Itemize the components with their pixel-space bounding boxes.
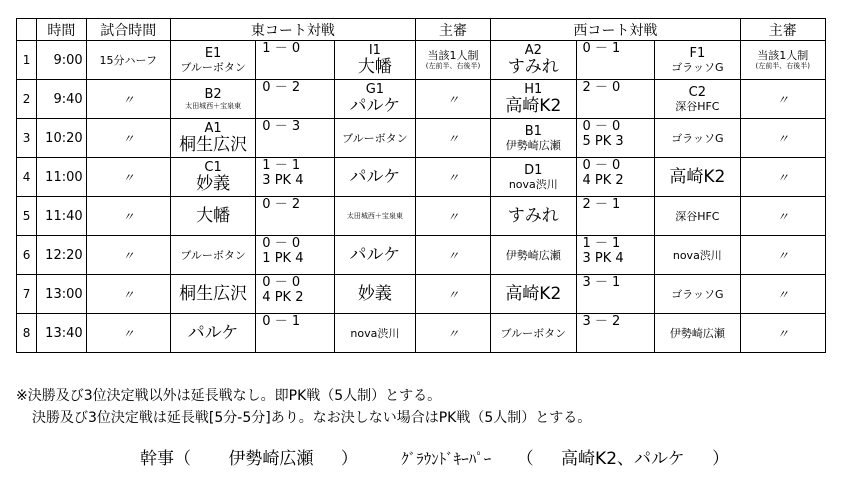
referee-note: (左前半、右後半) — [425, 62, 481, 70]
team-name: 深谷HFC — [675, 209, 720, 223]
team-name: 高崎K2 — [669, 166, 726, 187]
team-name: 妙義 — [357, 283, 392, 304]
score: 0 － 2 — [262, 197, 301, 212]
referee: 〃 — [776, 287, 789, 302]
kickoff-time: 13:00 — [37, 275, 86, 314]
referee: 〃 — [776, 248, 789, 263]
team-name: ブルーボタン — [342, 131, 408, 145]
west-w-away-cell — [655, 275, 740, 314]
score: 2 － 0 — [582, 80, 621, 95]
east-score-cell — [256, 275, 335, 314]
team-name: パルケ — [187, 322, 239, 343]
pk-score: 3 PK 4 — [262, 173, 304, 188]
east-referee-cell — [415, 236, 490, 275]
team-name: 桐生広沢 — [179, 135, 248, 155]
west-w-home-cell — [491, 119, 576, 158]
kickoff-time: 11:40 — [37, 197, 86, 236]
header-number — [17, 19, 37, 41]
team-name: ゴラッソG — [671, 287, 724, 301]
team-name: パルケ — [349, 166, 401, 187]
team-name: 深谷HFC — [675, 100, 720, 113]
kickoff-time: 9:00 — [37, 41, 86, 80]
organizer-label: 幹事（ — [140, 449, 191, 469]
score: 3 － 1 — [582, 275, 621, 290]
west-w-home-cell — [491, 158, 576, 197]
west-w-home-cell — [491, 275, 576, 314]
west-score-cell — [576, 41, 655, 80]
west-w-away-cell — [655, 119, 740, 158]
team-code: B1 — [524, 124, 542, 139]
team-name: ゴラッソG — [671, 61, 724, 74]
header-west-referee: 主審 — [740, 19, 825, 41]
keeper-close: ） — [712, 449, 730, 469]
match-format: 〃 — [86, 80, 170, 119]
kickoff-time: 12:20 — [37, 236, 86, 275]
team-name: 大幡 — [196, 205, 231, 226]
referee: 〃 — [446, 131, 459, 146]
east-referee-cell — [415, 80, 490, 119]
east-e-away-cell — [334, 197, 415, 236]
kickoff-time: 10:20 — [37, 119, 86, 158]
east-e-home-cell — [170, 119, 255, 158]
note-line-2: 決勝及び3位決定戦は延長戦[5分-5分]あり。なお決しない場合はPK戦（5人制）とする。 — [32, 410, 592, 426]
west-referee-cell — [740, 158, 825, 197]
east-e-away-cell — [334, 314, 415, 353]
east-referee-cell — [415, 197, 490, 236]
score: 1 － 1 — [582, 236, 621, 251]
team-name: パルケ — [349, 244, 401, 265]
note-line-1: ※決勝及び3位決定戦以外は延長戦なし。即PK戦（5人制）とする。 — [16, 388, 442, 404]
referee: 〃 — [446, 248, 459, 263]
team-code: I1 — [368, 43, 381, 58]
row-number: 7 — [17, 275, 37, 314]
team-code: C2 — [688, 85, 707, 100]
west-score-cell — [576, 80, 655, 119]
match-format: 〃 — [86, 197, 170, 236]
referee: 〃 — [776, 170, 789, 185]
row-number: 4 — [17, 158, 37, 197]
east-score-cell — [256, 119, 335, 158]
west-w-away-cell — [655, 236, 740, 275]
east-referee-cell — [415, 314, 490, 353]
east-e-away-cell — [334, 119, 415, 158]
row-number: 3 — [17, 119, 37, 158]
table-row — [17, 314, 826, 353]
organizer-team: 伊勢崎広瀬 — [228, 449, 314, 469]
referee: 〃 — [446, 209, 459, 224]
east-e-home-cell — [170, 314, 255, 353]
east-score-cell — [256, 80, 335, 119]
east-e-away-cell — [334, 275, 415, 314]
team-name: 大幡 — [357, 57, 392, 77]
referee-note: (左前半、右後半) — [755, 62, 810, 70]
header-east-court: 東コート対戦 — [170, 19, 415, 41]
team-name: nova渋川 — [672, 248, 722, 262]
east-score-cell — [256, 158, 335, 197]
team-code: D1 — [524, 163, 543, 178]
west-w-away-cell — [655, 41, 740, 80]
west-w-home-cell — [491, 80, 576, 119]
west-score-cell — [576, 158, 655, 197]
score: 0 － 0 — [582, 119, 621, 134]
team-code: H1 — [524, 82, 543, 97]
west-score-cell — [576, 275, 655, 314]
row-number: 2 — [17, 80, 37, 119]
team-code: G1 — [365, 82, 385, 97]
score: 0 － 3 — [262, 119, 301, 134]
team-name: すみれ — [507, 205, 559, 226]
team-name: 桐生広沢 — [179, 283, 248, 304]
west-referee-cell — [740, 275, 825, 314]
pk-score: 3 PK 4 — [582, 251, 624, 266]
table-row — [17, 41, 826, 80]
team-name: nova渋川 — [508, 178, 558, 191]
team-code: F1 — [689, 46, 706, 61]
west-score-cell — [576, 314, 655, 353]
kickoff-time: 13:40 — [37, 314, 86, 353]
score: 0 － 1 — [262, 314, 301, 329]
team-code: A2 — [524, 43, 542, 58]
team-name: 伊勢崎広瀬 — [505, 139, 561, 152]
east-e-home-cell — [170, 197, 255, 236]
score: 0 － 1 — [582, 41, 621, 56]
west-score-cell — [576, 119, 655, 158]
east-e-away-cell — [334, 41, 415, 80]
staff-line — [140, 444, 729, 469]
pk-score: 1 PK 4 — [262, 251, 304, 266]
team-name: ゴラッソG — [671, 131, 724, 145]
referee: 当該1人制 — [427, 49, 479, 62]
schedule-table — [16, 18, 826, 353]
match-format: 〃 — [86, 314, 170, 353]
east-e-home-cell — [170, 275, 255, 314]
team-name: ブルーボタン — [500, 326, 567, 340]
west-score-cell — [576, 197, 655, 236]
team-name: ブルーボタン — [180, 248, 246, 262]
west-w-home-cell — [491, 197, 576, 236]
referee: 〃 — [776, 92, 789, 107]
team-name: 高崎K2 — [505, 283, 562, 304]
score: 0 － 0 — [262, 275, 301, 290]
west-w-away-cell — [655, 314, 740, 353]
score: 2 － 1 — [582, 197, 621, 212]
table-row — [17, 236, 826, 275]
score: 0 － 0 — [262, 236, 301, 251]
table-row — [17, 80, 826, 119]
east-referee-cell — [415, 119, 490, 158]
west-w-away-cell — [655, 158, 740, 197]
match-format: 〃 — [86, 275, 170, 314]
east-score-cell — [256, 197, 335, 236]
score: 3 － 2 — [582, 314, 621, 329]
team-name: すみれ — [507, 57, 559, 77]
organizer-close: ） — [340, 449, 358, 469]
header-match-time: 試合時間 — [86, 19, 170, 41]
east-e-away-cell — [334, 236, 415, 275]
header-row — [17, 19, 826, 41]
referee: 〃 — [776, 209, 789, 224]
west-w-home-cell — [491, 41, 576, 80]
team-name: パルケ — [349, 96, 401, 116]
east-score-cell — [256, 314, 335, 353]
west-referee-cell — [740, 119, 825, 158]
east-e-home-cell — [170, 41, 255, 80]
table-row — [17, 275, 826, 314]
team-name: 太田城西＋宝泉東 — [346, 211, 403, 220]
match-format: 〃 — [86, 236, 170, 275]
score: 0 － 0 — [582, 158, 621, 173]
referee: 〃 — [446, 287, 459, 302]
team-name: 太田城西＋宝泉東 — [185, 102, 242, 110]
east-referee-cell — [415, 158, 490, 197]
west-referee-cell — [740, 236, 825, 275]
west-w-home-cell — [491, 236, 576, 275]
score: 0 － 2 — [262, 80, 301, 95]
east-e-away-cell — [334, 158, 415, 197]
west-w-home-cell — [491, 314, 576, 353]
header-time: 時間 — [37, 19, 86, 41]
west-referee-cell — [740, 197, 825, 236]
east-score-cell — [256, 41, 335, 80]
referee: 〃 — [446, 326, 459, 341]
referee: 〃 — [776, 131, 789, 146]
team-name: 伊勢崎広瀬 — [505, 248, 561, 262]
kickoff-time: 9:40 — [37, 80, 86, 119]
table-row — [17, 158, 826, 197]
match-format: 〃 — [86, 119, 170, 158]
west-referee-cell — [740, 314, 825, 353]
match-format: 〃 — [86, 158, 170, 197]
score: 1 － 0 — [262, 41, 301, 56]
team-name: 伊勢崎広瀬 — [669, 326, 725, 340]
row-number: 8 — [17, 314, 37, 353]
west-referee-cell — [740, 41, 825, 80]
table-row — [17, 119, 826, 158]
referee: 〃 — [446, 170, 459, 185]
pk-score: 4 PK 2 — [582, 173, 624, 188]
team-code: E1 — [204, 46, 222, 61]
east-e-home-cell — [170, 158, 255, 197]
referee: 〃 — [776, 326, 789, 341]
team-name: 高崎K2 — [505, 96, 562, 116]
east-e-home-cell — [170, 236, 255, 275]
kickoff-time: 11:00 — [37, 158, 86, 197]
team-code: C1 — [204, 160, 222, 175]
row-number: 1 — [17, 41, 37, 80]
pk-score: 5 PK 3 — [582, 134, 624, 149]
score: 1 － 1 — [262, 158, 301, 173]
team-name: ブルーボタン — [180, 61, 246, 74]
keeper-teams: 高崎K2、パルケ — [561, 449, 685, 469]
keeper-open: （ — [516, 449, 534, 469]
keeper-label: ｸﾞﾗｳﾝﾄﾞｷｰﾊﾟｰ — [401, 450, 492, 468]
east-score-cell — [256, 236, 335, 275]
west-w-away-cell — [655, 80, 740, 119]
east-e-home-cell — [170, 80, 255, 119]
referee: 当該1人制 — [757, 49, 809, 62]
east-referee-cell — [415, 41, 490, 80]
pk-score: 4 PK 2 — [262, 290, 304, 305]
west-w-away-cell — [655, 197, 740, 236]
row-number: 6 — [17, 236, 37, 275]
table-row — [17, 197, 826, 236]
west-score-cell — [576, 236, 655, 275]
team-code: A1 — [204, 121, 222, 136]
referee: 〃 — [446, 92, 459, 107]
west-referee-cell — [740, 80, 825, 119]
east-referee-cell — [415, 275, 490, 314]
header-west-court: 西コート対戦 — [491, 19, 740, 41]
team-code: B2 — [204, 87, 222, 102]
east-e-away-cell — [334, 80, 415, 119]
match-format: 15分ハーフ — [86, 41, 170, 80]
team-name: nova渋川 — [350, 326, 400, 340]
row-number: 5 — [17, 197, 37, 236]
team-name: 妙義 — [196, 174, 231, 194]
header-east-referee: 主審 — [415, 19, 490, 41]
